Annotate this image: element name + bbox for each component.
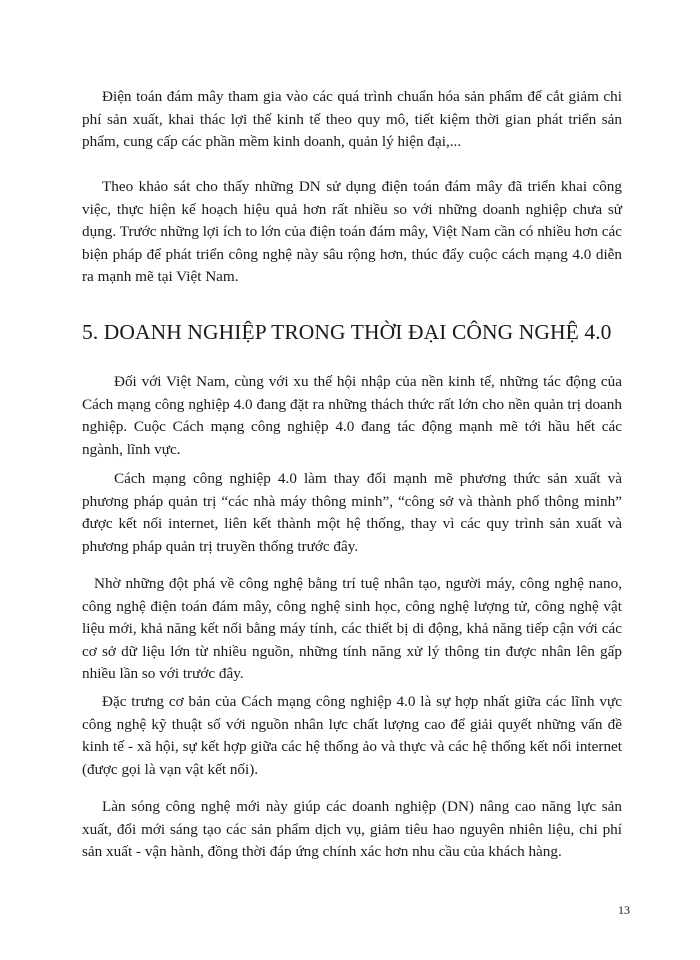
paragraph-technology-breakthroughs: Nhờ những đột phá về công nghệ bằng trí tuệ nhân tạo, người máy, công nghệ nano, công nghệ điện toán đám mây, công nghệ sinh học, công nghệ lượng tử, công nghệ vật liệu mới, khả năng kết nối bằng máy tính, các thiết bị di động, khả năng tiếp cận với các cơ sở dữ liệu lớn từ nhiều nguồn, những tính năng xử lý thông tin được nhân lên gấp nhiều lần so với trước đây. bbox=[82, 575, 622, 683]
paragraph-cloud-survey: Theo khảo sát cho thấy những DN sử dụng điện toán đám mây đã triển khai công việc, thực hiện kế hoạch hiệu quả hơn rất nhiều so với những doanh nghiệp chưa sử dụng. Trước những lợi ích to lớn của điện toán đám mây, Việt Nam cần có nhiều hơn các biện pháp để phát triển công nghệ này sâu rộng hơn, thúc đẩy cuộc cách mạng 4.0 diễn ra mạnh mẽ tại Việt Nam. bbox=[82, 178, 622, 286]
paragraph-core-characteristics: Đặc trưng cơ bản của Cách mạng công nghiệp 4.0 là sự hợp nhất giữa các lĩnh vực công nghệ kỹ thuật số với nguồn nhân lực chất lượng cao để giải quyết những vấn đề kinh tế - xã hội, sự kết hợp giữa các hệ thống ảo và thực và các hệ thống kết nối internet (được gọi là vạn vật kết nối). bbox=[82, 693, 622, 778]
paragraph-vietnam-industry: Đối với Việt Nam, cùng với xu thế hội nhập của nền kinh tế, những tác động của Cách mạng công nghiệp 4.0 đang đặt ra những thách thức rất lớn cho nền quản trị doanh nghiệp. Cuộc Cách mạng công nghiệp 4.0 đang tác động mạnh mẽ tới hầu hết các ngành, lĩnh vực. bbox=[82, 373, 622, 458]
paragraph-new-wave: Làn sóng công nghệ mới này giúp các doanh nghiệp (DN) nâng cao năng lực sản xuất, đổi mới sáng tạo các sản phẩm dịch vụ, giảm tiêu hao nguyên nhiên liệu, chi phí sản xuất - vận hành, đồng thời đáp ứng chính xác hơn nhu cầu của khách hàng. bbox=[82, 798, 622, 861]
paragraph-production-change: Cách mạng công nghiệp 4.0 làm thay đổi mạnh mẽ phương thức sản xuất và phương pháp quản trị “các nhà máy thông minh”, “công sở và thành phố thông minh” được kết nối internet, liên kết thành một hệ thống, thay vì các quy trình sản xuất và phương pháp quản trị truyền thống trước đây. bbox=[82, 470, 622, 555]
page-number: 13 bbox=[618, 903, 630, 917]
section-heading: 5. DOANH NGHIỆP TRONG THỜI ĐẠI CÔNG NGHỆ 4.0 bbox=[82, 320, 612, 344]
paragraph-cloud-standardization: Điện toán đám mây tham gia vào các quá trình chuẩn hóa sản phẩm để cắt giảm chi phí sản xuất, khai thác lợi thế kinh tế theo quy mô, tiết kiệm thời gian phát triển sản phẩm, cung cấp các phần mềm kinh doanh, quản lý hiện đại,... bbox=[82, 88, 622, 151]
